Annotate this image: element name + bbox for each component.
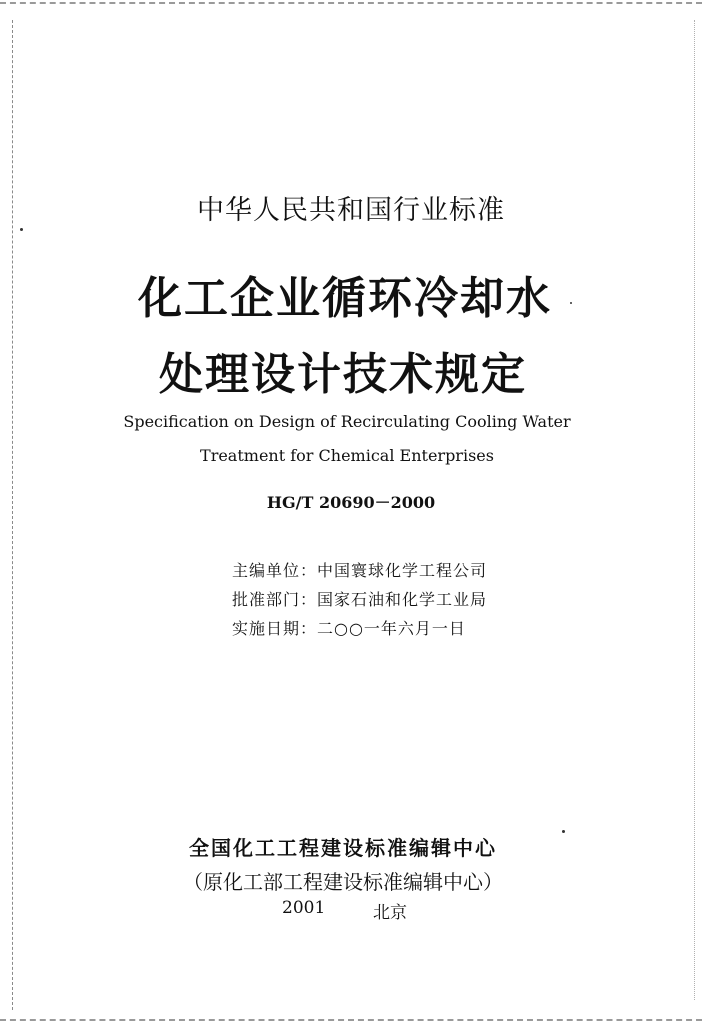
scan-edge-bottom bbox=[0, 1019, 702, 1021]
scan-edge-left bbox=[12, 20, 13, 1010]
scan-edge-top bbox=[0, 2, 702, 4]
effective-date: 实施日期：二○○一年六月一日 bbox=[232, 619, 466, 638]
editor-unit: 主编单位：中国寰球化学工程公司 bbox=[232, 561, 488, 580]
title-cn-line2: 处理设计技术规定 bbox=[159, 349, 527, 400]
scan-speck bbox=[20, 228, 23, 231]
title-cn-line1: 化工企业循环冷却水 bbox=[138, 273, 552, 324]
standard-type-heading: 中华人民共和国行业标准 bbox=[197, 195, 505, 226]
approving-department: 批准部门：国家石油和化学工业局 bbox=[232, 590, 488, 609]
title-en-line2: Treatment for Chemical Enterprises bbox=[200, 446, 494, 465]
standard-code: HG/T 20690－2000 bbox=[266, 493, 436, 512]
publisher-name: 全国化工工程建设标准编辑中心 bbox=[189, 836, 497, 860]
publication-year: 2001 bbox=[282, 898, 326, 918]
publication-city: 北京 bbox=[373, 903, 407, 923]
title-en-line1: Specification on Design of Recirculating Cooling Water bbox=[123, 412, 571, 431]
publisher-former-name: （原化工部工程建设标准编辑中心） bbox=[183, 870, 503, 894]
